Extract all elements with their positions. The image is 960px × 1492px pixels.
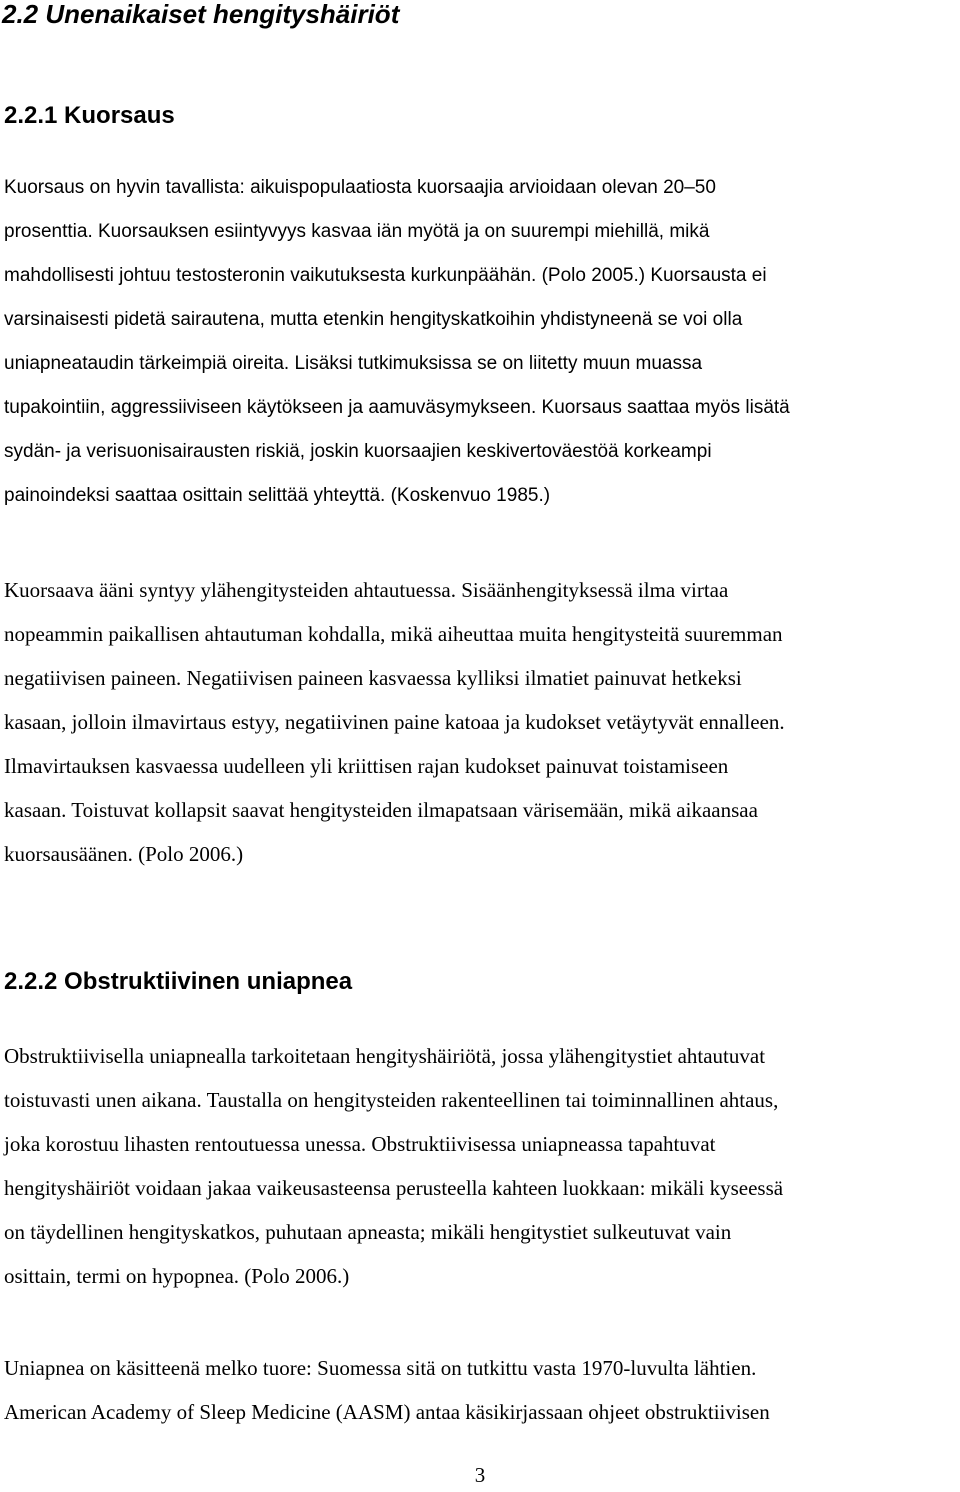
text-line: kuorsausäänen. (Polo 2006.) xyxy=(4,842,244,866)
text-line: mahdollisesti johtuu testosteronin vaikutuksesta kurkunpäähän. (Polo 2005.) Kuorsausta ei xyxy=(4,265,767,286)
paragraph-uniapnea-1 xyxy=(4,1034,783,1298)
text-line: sydän- ja verisuonisairausten riskiä, joskin kuorsaajien keskivertoväestöä korkeampi xyxy=(4,441,712,462)
text-line: prosenttia. Kuorsauksen esiintyvyys kasvaa iän myötä ja on suurempi miehillä, mikä xyxy=(4,221,710,242)
text-line: Ilmavirtauksen kasvaessa uudelleen yli kriittisen rajan kudokset painuvat toistamiseen xyxy=(4,754,729,778)
text-line: Obstruktiivisella uniapnealla tarkoitetaan hengityshäiriötä, jossa ylähengitystiet ahtautuvat xyxy=(4,1044,766,1068)
section-heading: 2.2 Unenaikaiset hengityshäiriöt xyxy=(2,0,400,29)
paragraph-kuorsaus-1 xyxy=(4,166,790,518)
text-line: toistuvasti unen aikana. Taustalla on hengitysteiden rakenteellinen tai toiminnallinen ahtaus, xyxy=(4,1088,779,1112)
paragraph-kuorsaus-2 xyxy=(4,568,785,876)
subsection-heading-uniapnea: 2.2.2 Obstruktiivinen uniapnea xyxy=(4,968,353,995)
text-line: Uniapnea on käsitteenä melko tuore: Suomessa sitä on tutkittu vasta 1970-luvulta lähtien. xyxy=(4,1356,757,1380)
page-number: 3 xyxy=(474,1463,486,1487)
text-line: Kuorsaava ääni syntyy ylähengitysteiden ahtautuessa. Sisäänhengityksessä ilma virtaa xyxy=(4,578,729,602)
text-line: kasaan, jolloin ilmavirtaus estyy, negatiivinen paine katoaa ja kudokset vetäytyvät ennalleen. xyxy=(4,710,785,734)
text-line: osittain, termi on hypopnea. (Polo 2006.) xyxy=(4,1264,350,1288)
text-line: Kuorsaus on hyvin tavallista: aikuispopulaatiosta kuorsaajia arvioidaan olevan 20–50 xyxy=(4,177,716,198)
subsection-heading-kuorsaus: 2.2.1 Kuorsaus xyxy=(4,102,175,129)
text-line: American Academy of Sleep Medicine (AASM) antaa käsikirjassaan ohjeet obstruktiivisen xyxy=(4,1400,770,1424)
paragraph-uniapnea-2 xyxy=(4,1346,770,1434)
text-line: nopeammin paikallisen ahtautuman kohdalla, mikä aiheuttaa muita hengitysteitä suuremman xyxy=(4,622,783,646)
text-line: uniapneataudin tärkeimpiä oireita. Lisäksi tutkimuksissa se on liitetty muun muassa xyxy=(4,353,703,374)
text-line: joka korostuu lihasten rentoutuessa unessa. Obstruktiivisessa uniapneassa tapahtuvat xyxy=(4,1132,716,1156)
text-line: on täydellinen hengityskatkos, puhutaan apneasta; mikäli hengitystiet sulkeutuvat vain xyxy=(4,1220,732,1244)
text-line: painoindeksi saattaa osittain selittää yhteyttä. (Koskenvuo 1985.) xyxy=(4,485,551,506)
text-line: negatiivisen paineen. Negatiivisen paineen kasvaessa kylliksi ilmatiet painuvat hetkeksi xyxy=(4,666,742,690)
text-line: hengityshäiriöt voidaan jakaa vaikeusasteensa perusteella kahteen luokkaan: mikäli kyseessä xyxy=(4,1176,784,1200)
text-line: varsinaisesti pidetä sairautena, mutta etenkin hengityskatkoihin yhdistyneenä se voi olla xyxy=(4,309,743,330)
text-line: kasaan. Toistuvat kollapsit saavat hengitysteiden ilmapatsaan värisemään, mikä aikaansaa xyxy=(4,798,758,822)
text-line: tupakointiin, aggressiiviseen käytökseen ja aamuväsymykseen. Kuorsaus saattaa myös lisätä xyxy=(4,397,790,418)
